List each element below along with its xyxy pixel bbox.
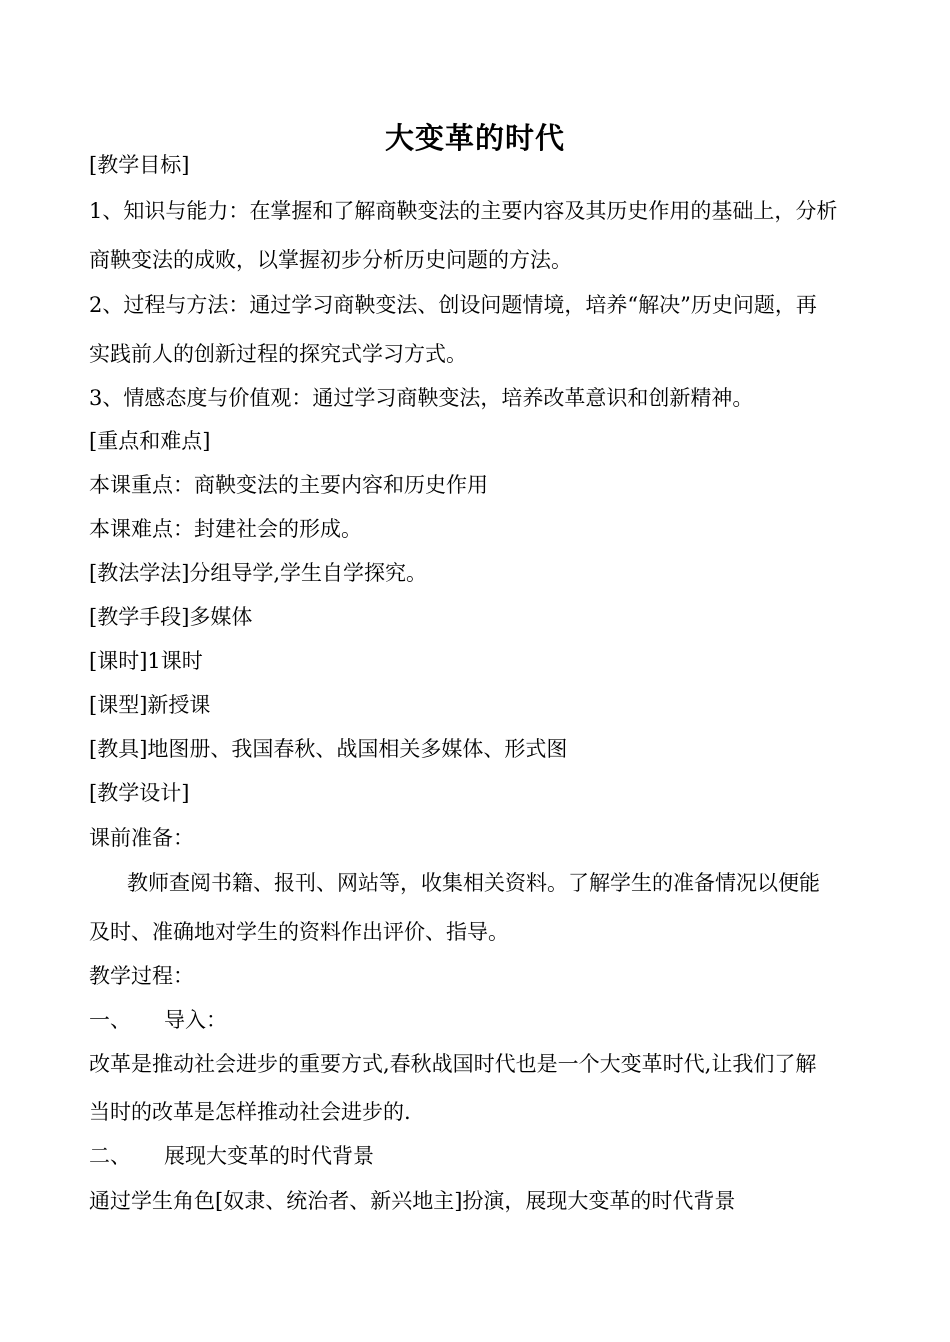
section-heading-key-points: [重点和难点] [89,429,211,453]
section-heading-design: [教学设计] [89,781,190,805]
paragraph-line: [教法学法]分组导学,学生自学探究。 [89,561,428,585]
paragraph-line: 2、过程与方法：通过学习商鞅变法、创设问题情境，培养“解决”历史问题，再 [89,293,817,317]
list-number: 二、 [89,1144,131,1168]
paragraph-line: 教学过程： [89,964,194,988]
paragraph-line: [课时]1课时 [89,649,203,673]
paragraph-line: 商鞅变法的成败，以掌握初步分析历史问题的方法。 [89,248,572,272]
paragraph-line: [教学手段]多媒体 [89,605,253,629]
paragraph-line: 课前准备： [89,826,194,850]
section-heading-objectives: [教学目标] [89,153,190,177]
paragraph-line: 1、知识与能力：在掌握和了解商鞅变法的主要内容及其历史作用的基础上，分析 [89,199,838,223]
paragraph-line: [课型]新授课 [89,693,211,717]
paragraph-line: 当时的改革是怎样推动社会进步的. [89,1100,411,1124]
paragraph-line: 及时、准确地对学生的资料作出评价、指导。 [89,920,509,944]
paragraph-line: 教师查阅书籍、报刊、网站等，收集相关资料。了解学生的准备情况以便能 [127,871,820,895]
list-item-text: 展现大变革的时代背景 [164,1144,374,1168]
paragraph-line: 通过学生角色[奴隶、统治者、新兴地主]扮演，展现大变革的时代背景 [89,1189,736,1213]
paragraph-line: 3、情感态度与价值观：通过学习商鞅变法，培养改革意识和创新精神。 [89,386,754,410]
paragraph-line: 实践前人的创新过程的探究式学习方式。 [89,342,467,366]
list-number: 一、 [89,1008,131,1032]
paragraph-line: 本课重点：商鞅变法的主要内容和历史作用 [89,473,488,497]
list-item-text: 导入： [164,1008,227,1032]
paragraph-line: 本课难点：封建社会的形成。 [89,517,362,541]
paragraph-line: 改革是推动社会进步的重要方式,春秋战国时代也是一个大变革时代,让我们了解 [89,1052,817,1076]
document-title: 大变革的时代 [384,121,565,155]
paragraph-line: [教具]地图册、我国春秋、战国相关多媒体、形式图 [89,737,568,761]
